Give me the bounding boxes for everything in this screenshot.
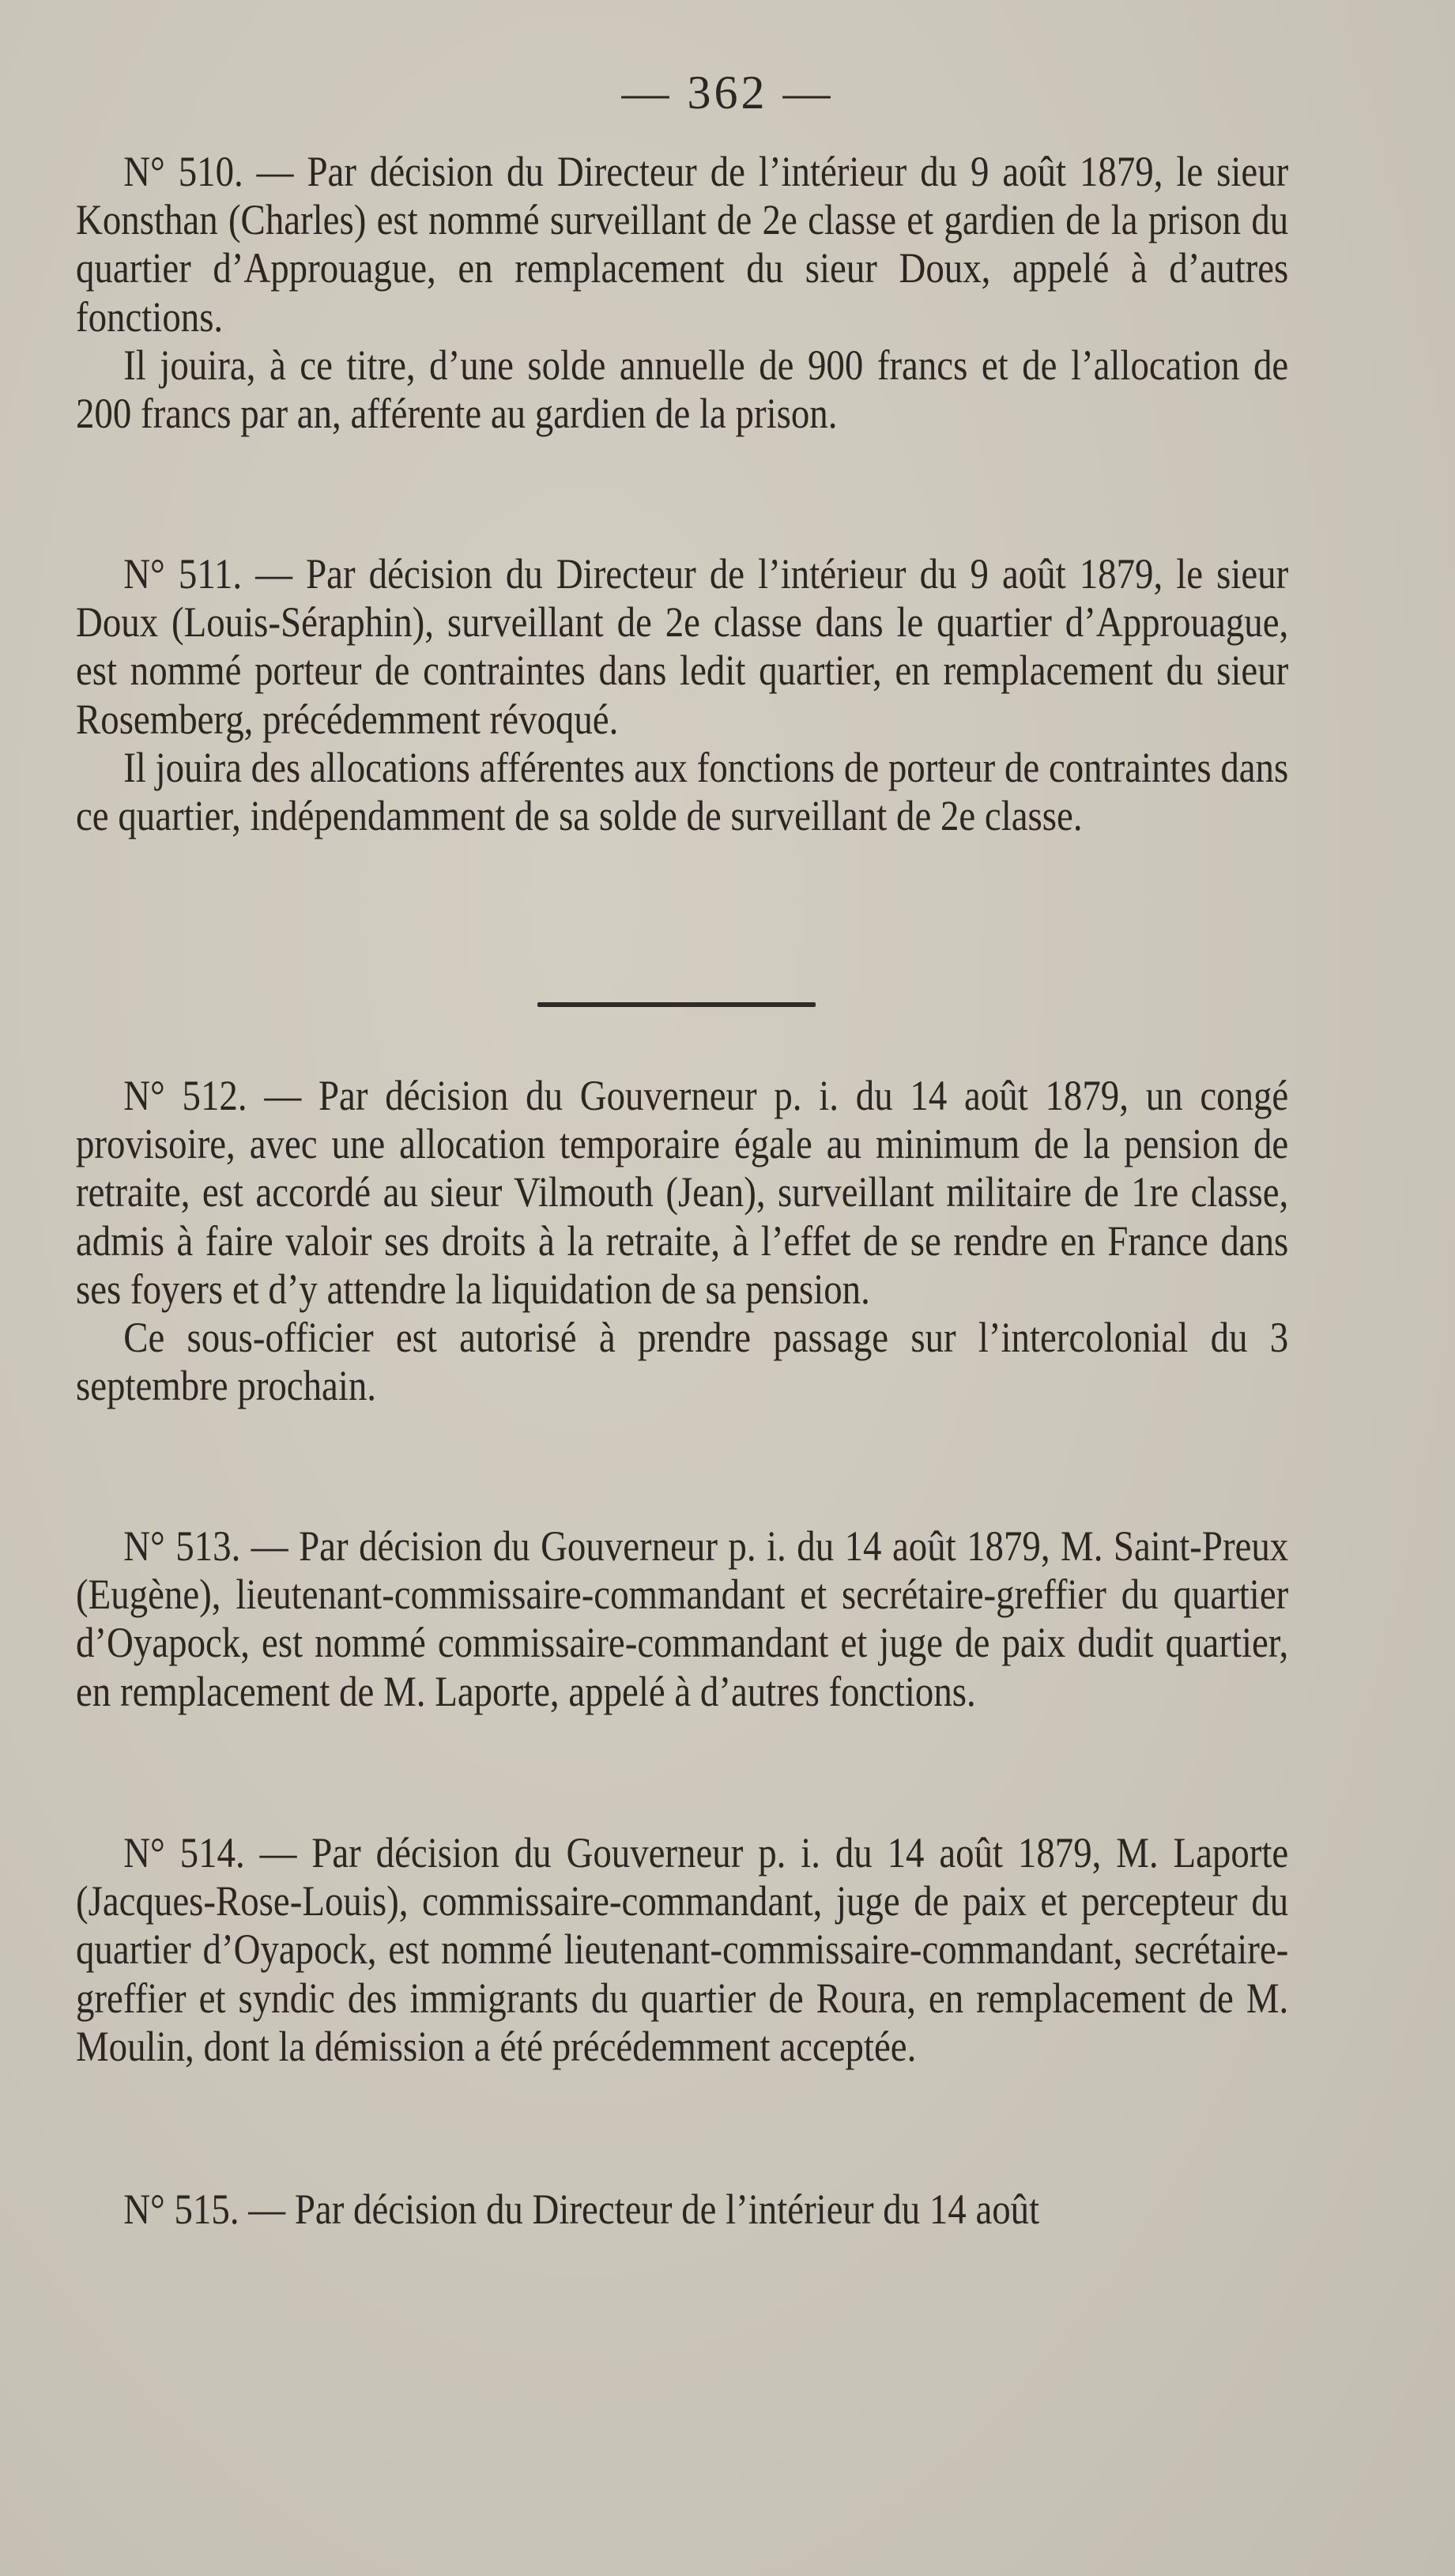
entry-paragraph: Ce sous-officier est autorisé à prendre passage sur l’intercolonial du 3 septembre prochain. (76, 1313, 1289, 1410)
entry-paragraph: N° 514. — Par décision du Gouverneur p. i. du 14 août 1879, M. Laporte (Jacques-Rose-Louis), commissaire-commandant, juge de paix et percepteur du quartier d’Oyapock, est nommé lieutenant-commissaire-commandant, secrétaire-greffier et syndic des immigrants du quartier de Roura, en remplacement de M. Moulin, dont la démission a été précédemment acceptée. (76, 1828, 1289, 2070)
entry-510 (76, 147, 1288, 437)
entry-513 (76, 1522, 1288, 1715)
entry-paragraph: N° 512. — Par décision du Gouverneur p. i. du 14 août 1879, un congé provisoire, avec une allocation temporaire égale au minimum de la pension de retraite, est accordé au sieur Vilmouth (Jean), surveillant militaire de 1re classe, admis à faire valoir ses droits à la retraite, à l’effet de se rendre en France dans ses foyers et d’y attendre la liquidation de sa pension. (76, 1071, 1289, 1313)
entry-511 (76, 549, 1288, 839)
entry-paragraph: Il jouira, à ce titre, d’une solde annuelle de 900 francs et de l’allocation de 200 francs par an, afférente au gardien de la prison. (76, 340, 1289, 438)
entry-512 (76, 1071, 1288, 1409)
entry-paragraph: N° 510. — Par décision du Directeur de l’intérieur du 9 août 1879, le sieur Konsthan (Charles) est nommé surveillant de 2e classe et gardien de la prison du quartier d’Approuague, en remplacement du sieur Doux, appelé à d’autres fonctions. (76, 147, 1289, 341)
section-divider (537, 1002, 816, 1007)
entry-paragraph: Il jouira des allocations afférentes aux fonctions de porteur de contraintes dans ce quartier, indépendamment de sa solde de surveillant de 2e classe. (76, 742, 1289, 840)
entry-515 (76, 2185, 1288, 2233)
entry-paragraph: N° 515. — Par décision du Directeur de l’intérieur du 14 août (123, 2185, 1040, 2233)
entry-paragraph: N° 511. — Par décision du Directeur de l’intérieur du 9 août 1879, le sieur Doux (Louis-Séraphin), surveillant de 2e classe dans le quartier d’Approuague, est nommé porteur de contraintes dans ledit quartier, en remplacement du sieur Rosemberg, précédemment révoqué. (76, 549, 1289, 743)
entry-514 (76, 1828, 1288, 2070)
page-number: — 362 — (621, 66, 834, 119)
entry-paragraph: N° 513. — Par décision du Gouverneur p. i. du 14 août 1879, M. Saint-Preux (Eugène), lieutenant-commissaire-commandant et secrétaire-greffier du quartier d’Oyapock, est nommé commissaire-commandant et juge de paix dudit quartier, en remplacement de M. Laporte, appelé à d’autres fonctions. (76, 1522, 1289, 1715)
